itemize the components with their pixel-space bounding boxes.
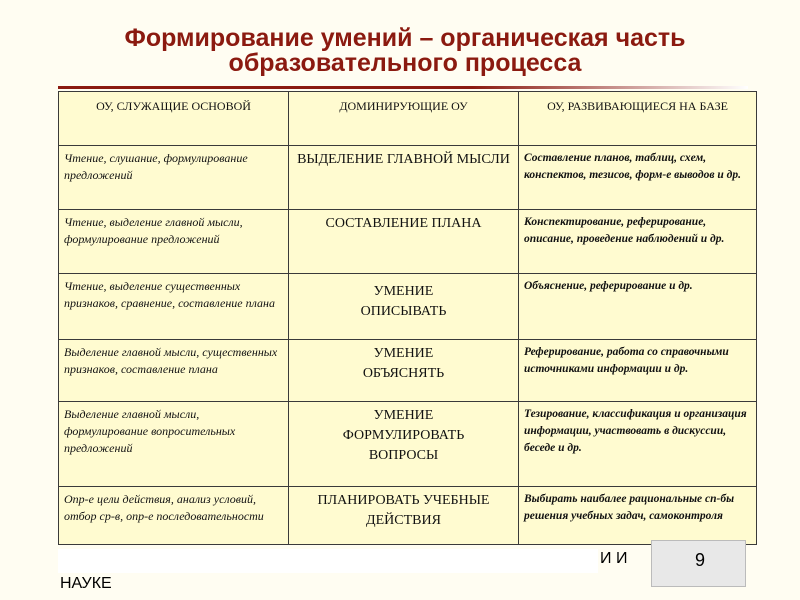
cell-foundation: Выделение главной мысли, формулирование вопросительных предложений xyxy=(59,402,289,487)
slide-title xyxy=(60,26,750,76)
cell-dominant xyxy=(289,340,519,402)
header-foundation: ОУ, СЛУЖАЩИЕ ОСНОВОЙ xyxy=(59,92,289,146)
cell-developing: Реферирование, работа со справочными источниками информации и др. xyxy=(519,340,757,402)
cell-developing: Выбирать наибалее рациональные сп-бы решения учебных задач, самоконтроля xyxy=(519,487,757,545)
table-row xyxy=(59,274,757,340)
page-number: 9 xyxy=(695,550,706,570)
table-row xyxy=(59,340,757,402)
header-developing: ОУ, РАЗВИВАЮЩИЕСЯ НА БАЗЕ xyxy=(519,92,757,146)
dominant-text: УМЕНИЕ ФОРМУЛИРОВАТЬ ВОПРОСЫ xyxy=(342,408,465,463)
cell-developing: Объяснение, реферирование и др. xyxy=(519,274,757,340)
cell-dominant xyxy=(289,274,519,340)
cell-foundation: Чтение, выделение главной мысли, формулирование предложений xyxy=(59,210,289,274)
title-underline xyxy=(58,86,748,89)
cell-developing: Составление планов, таблиц, схем, конспектов, тезисов, форм-е выводов и др. xyxy=(519,146,757,210)
table-row xyxy=(59,210,757,274)
cell-dominant: ПЛАНИРОВАТЬ УЧЕБНЫЕ ДЕЙСТВИЯ xyxy=(289,487,519,545)
footer-text: НАУКЕ xyxy=(60,575,112,592)
cell-dominant: СОСТАВЛЕНИЕ ПЛАНА xyxy=(289,210,519,274)
cell-developing: Тезирование, классификация и организация информации, участвовать в дискуссии, беседе и др. xyxy=(519,402,757,487)
table-row xyxy=(59,146,757,210)
cell-foundation: Чтение, слушание, формулирование предложений xyxy=(59,146,289,210)
title-line-1: Формирование умений – органическая часть xyxy=(124,24,686,52)
cell-dominant: ВЫДЕЛЕНИЕ ГЛАВНОЙ МЫСЛИ xyxy=(289,146,519,210)
cell-developing: Конспектирование, реферирование, описание, проведение наблюдений и др. xyxy=(519,210,757,274)
cell-foundation: Выделение главной мысли, существенных признаков, составление плана xyxy=(59,340,289,402)
table-row xyxy=(59,487,757,545)
cell-foundation: Чтение, выделение существенных признаков, сравнение, составление плана xyxy=(59,274,289,340)
table-row xyxy=(59,402,757,487)
skills-table xyxy=(58,91,757,545)
footer-partial-text: И И xyxy=(600,550,628,567)
cell-dominant xyxy=(289,402,519,487)
table-header-row xyxy=(59,92,757,146)
dominant-text: УМЕНИЕ ОПИСЫВАТЬ xyxy=(360,284,447,319)
title-line-2: образовательного процесса xyxy=(228,49,582,77)
header-dominant: ДОМИНИРУЮЩИЕ ОУ xyxy=(289,92,519,146)
footer-bar xyxy=(58,549,598,573)
cell-foundation: Опр-е цели действия, анализ условий, отбор ср-в, опр-е последовательности xyxy=(59,487,289,545)
dominant-text: УМЕНИЕ ОБЪЯСНЯТЬ xyxy=(362,346,445,381)
